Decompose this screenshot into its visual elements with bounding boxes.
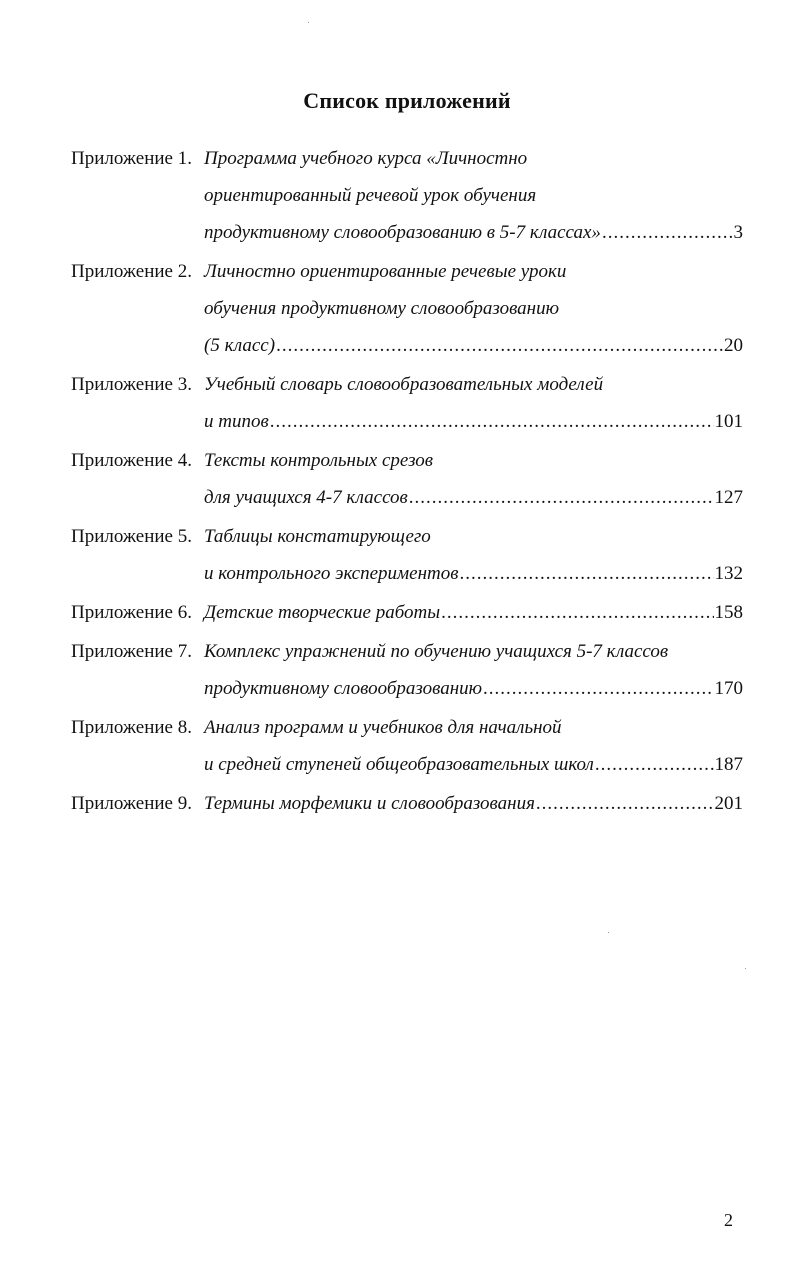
appendix-entry-6 (71, 594, 743, 631)
title-line (204, 327, 743, 364)
scan-speck (745, 968, 746, 969)
scan-speck (608, 932, 609, 933)
appendix-entry-8 (71, 709, 743, 783)
title-line (204, 253, 743, 290)
title-text: Детские творческие работы (204, 602, 441, 623)
page-ref: 101 (714, 411, 743, 432)
title-line (204, 746, 743, 783)
title-text: Комплекс упражнений по обучению учащихся 5-7 классов (204, 641, 669, 662)
appendix-label: Приложение 4. (71, 450, 192, 471)
title-line (204, 518, 743, 555)
title-line (204, 785, 743, 822)
appendix-label: Приложение 9. (71, 793, 192, 814)
page-ref: 127 (714, 487, 743, 508)
dot-leader (602, 214, 733, 251)
title-text: продуктивному словообразованию (204, 678, 483, 699)
page-ref: 158 (714, 602, 743, 623)
title-text: для учащихся 4-7 классов (204, 487, 408, 508)
title-text: Учебный словарь словообразовательных моделей (204, 374, 604, 395)
page-number: 2 (724, 1210, 733, 1230)
title-line (204, 594, 743, 631)
dot-leader (409, 479, 714, 516)
title-line (204, 442, 743, 479)
page-ref: 201 (714, 793, 743, 814)
title-text: Анализ программ и учебников для начальной (204, 717, 562, 738)
title-line (204, 140, 743, 177)
page-title: Список приложений (303, 88, 511, 113)
title-line (204, 290, 743, 327)
appendix-entry-4 (71, 442, 743, 516)
page-ref: 170 (714, 678, 743, 699)
appendix-title (204, 594, 743, 631)
page-ref: 20 (724, 335, 743, 356)
appendix-entry-2 (71, 253, 743, 364)
title-text: и типов (204, 411, 269, 432)
appendix-label: Приложение 7. (71, 641, 192, 662)
dot-leader (459, 555, 713, 592)
appendix-label: Приложение 3. (71, 374, 192, 395)
appendix-title (204, 518, 743, 592)
dot-leader (441, 594, 713, 631)
appendix-title (204, 366, 743, 440)
title-line (204, 177, 743, 214)
appendix-entry-7 (71, 633, 743, 707)
appendix-title (204, 709, 743, 783)
title-line (204, 633, 743, 670)
page-ref: 3 (733, 222, 743, 243)
title-text: и средней ступеней общеобразовательных школ (204, 754, 594, 775)
title-line (204, 366, 743, 403)
title-text: Тексты контрольных срезов (204, 450, 434, 471)
appendix-label: Приложение 2. (71, 261, 192, 282)
appendix-title (204, 253, 743, 364)
appendix-title (204, 140, 743, 251)
appendix-entry-3 (71, 366, 743, 440)
title-text: Таблицы констатирующего (204, 526, 431, 547)
appendix-title (204, 633, 743, 707)
title-text: Термины морфемики и словообразования (204, 793, 535, 814)
page-ref: 187 (714, 754, 743, 775)
title-text: Личностно ориентированные речевые уроки (204, 261, 567, 282)
title-text: продуктивному словообразованию в 5-7 классах» (204, 222, 601, 243)
appendix-label: Приложение 1. (71, 148, 192, 169)
title-text: ориентированный речевой урок обучения (204, 185, 537, 206)
appendix-entry-9 (71, 785, 743, 822)
title-line (204, 670, 743, 707)
title-line (204, 403, 743, 440)
appendix-label: Приложение 5. (71, 526, 192, 547)
title-line (204, 709, 743, 746)
title-text: обучения продуктивному словообразованию (204, 298, 560, 319)
title-text: (5 класс) (204, 335, 276, 356)
appendix-label: Приложение 6. (71, 602, 192, 623)
appendix-entry-5 (71, 518, 743, 592)
appendix-entry-1 (71, 140, 743, 251)
dot-leader (483, 670, 713, 707)
dot-leader (270, 403, 714, 440)
appendix-title (204, 442, 743, 516)
appendix-list (71, 140, 743, 824)
dot-leader (595, 746, 714, 783)
page-ref: 132 (714, 563, 743, 584)
title-line (204, 555, 743, 592)
appendix-title (204, 785, 743, 822)
title-text: Программа учебного курса «Личностно (204, 148, 528, 169)
appendix-label: Приложение 8. (71, 717, 192, 738)
dot-leader (276, 327, 723, 364)
title-text: и контрольного экспериментов (204, 563, 459, 584)
scan-speck (308, 22, 309, 23)
title-line (204, 214, 743, 251)
dot-leader (536, 785, 714, 822)
title-line (204, 479, 743, 516)
